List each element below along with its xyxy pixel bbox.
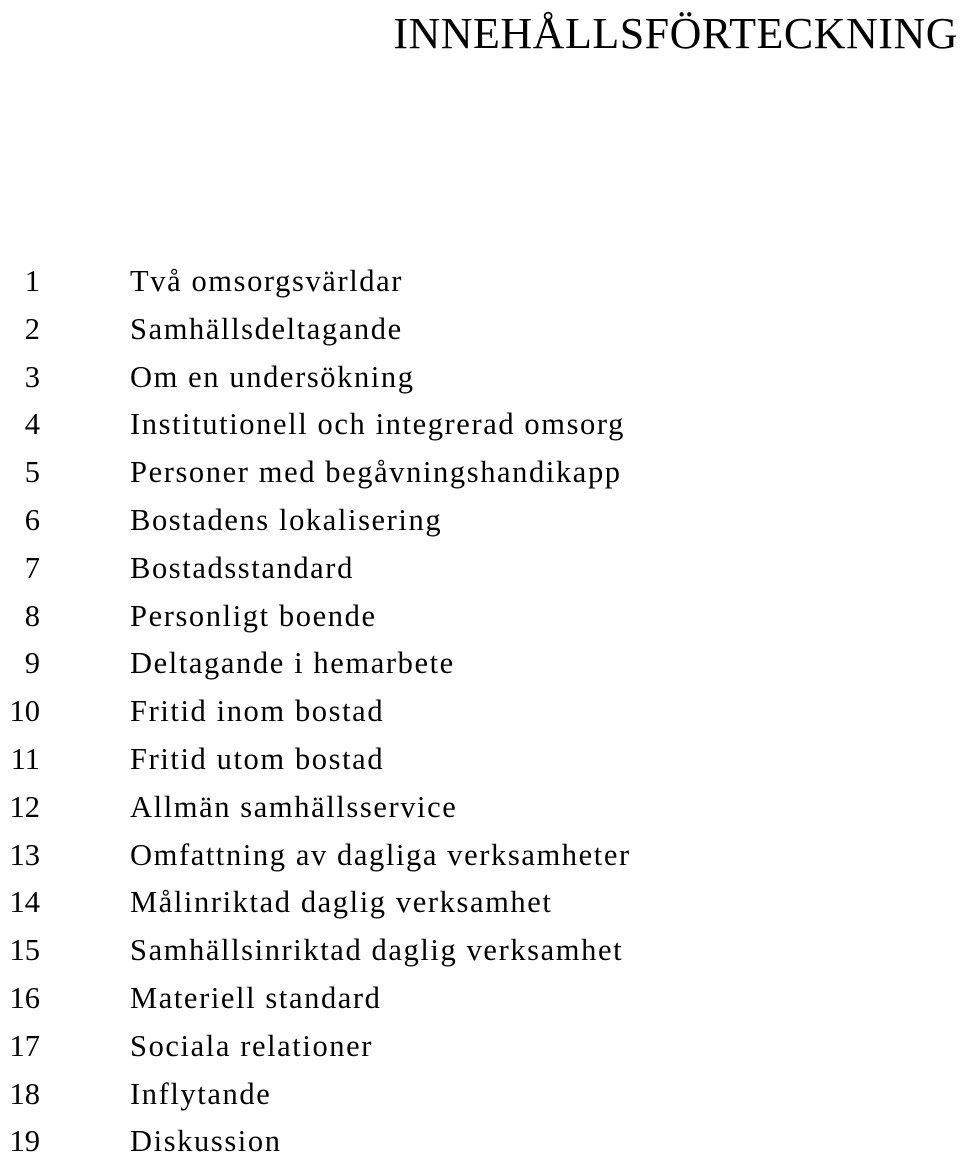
toc-entry-number: 18 xyxy=(9,1076,40,1111)
toc-entry xyxy=(0,306,631,354)
toc-entry-title: Målinriktad daglig verksamhet xyxy=(130,885,553,920)
toc-entry-title: Fritid utom bostad xyxy=(130,741,385,776)
toc-entry xyxy=(0,1071,631,1119)
table-of-contents xyxy=(0,258,631,1166)
toc-entry xyxy=(0,640,631,688)
toc-entry-title: Personer med begåvningshandikapp xyxy=(130,455,622,490)
toc-entry-title: Omfattning av dagliga verksamheter xyxy=(130,837,631,872)
toc-entry-title: Samhällsinriktad daglig verksamhet xyxy=(130,933,624,968)
toc-entry-title: Personligt boende xyxy=(130,598,377,633)
toc-entry-title: Institutionell och integrerad omsorg xyxy=(130,407,625,442)
toc-entry xyxy=(0,593,631,641)
toc-entry-title: Materiell standard xyxy=(130,980,382,1015)
toc-entry xyxy=(0,449,631,497)
toc-entry-number: 8 xyxy=(24,598,40,633)
toc-entry-number: 14 xyxy=(9,885,40,920)
toc-entry-number: 15 xyxy=(9,933,40,968)
toc-entry-title: Deltagande i hemarbete xyxy=(130,646,455,681)
toc-entry-title: Samhällsdeltagande xyxy=(130,311,403,346)
toc-entry-title: Bostadens lokalisering xyxy=(130,502,443,537)
toc-entry xyxy=(0,927,631,975)
toc-entry-number: 17 xyxy=(9,1028,40,1063)
toc-entry xyxy=(0,497,631,545)
toc-entry xyxy=(0,1118,631,1166)
toc-entry-title: Allmän samhällsservice xyxy=(130,789,458,824)
toc-entry xyxy=(0,1023,631,1071)
toc-entry xyxy=(0,545,631,593)
toc-entry-number: 16 xyxy=(9,980,40,1015)
toc-entry xyxy=(0,354,631,402)
toc-entry-title: Bostadsstandard xyxy=(130,550,354,585)
toc-entry-title: Två omsorgsvärldar xyxy=(130,264,404,298)
page-title: INNEHÅLLSFÖRTECKNING xyxy=(393,9,958,58)
toc-entry-number: 12 xyxy=(9,789,40,824)
toc-entry-number: 6 xyxy=(24,502,40,537)
toc-entry xyxy=(0,258,631,306)
toc-entry-number: 4 xyxy=(24,407,40,442)
toc-entry xyxy=(0,784,631,832)
toc-entry-title: Diskussion xyxy=(130,1124,282,1159)
toc-entry-number: 2 xyxy=(24,311,40,346)
toc-entry-number: 9 xyxy=(24,646,40,681)
toc-entry xyxy=(0,736,631,784)
toc-entry-number: 11 xyxy=(10,741,40,776)
toc-entry-number: 10 xyxy=(9,694,40,729)
toc-entry-number: 19 xyxy=(9,1124,40,1159)
toc-entry xyxy=(0,401,631,449)
toc-entry-number: 1 xyxy=(24,264,40,298)
toc-entry-number: 3 xyxy=(24,359,40,394)
toc-entry-title: Inflytande xyxy=(130,1076,272,1111)
toc-entry-title: Fritid inom bostad xyxy=(130,694,385,729)
toc-entry-number: 13 xyxy=(9,837,40,872)
toc-entry-title: Om en undersökning xyxy=(130,359,415,394)
toc-entry-number: 5 xyxy=(24,455,40,490)
toc-entry xyxy=(0,832,631,880)
toc-entry xyxy=(0,975,631,1023)
toc-entry-title: Sociala relationer xyxy=(130,1028,374,1063)
toc-entry-number: 7 xyxy=(24,550,40,585)
toc-entry xyxy=(0,879,631,927)
toc-entry xyxy=(0,688,631,736)
